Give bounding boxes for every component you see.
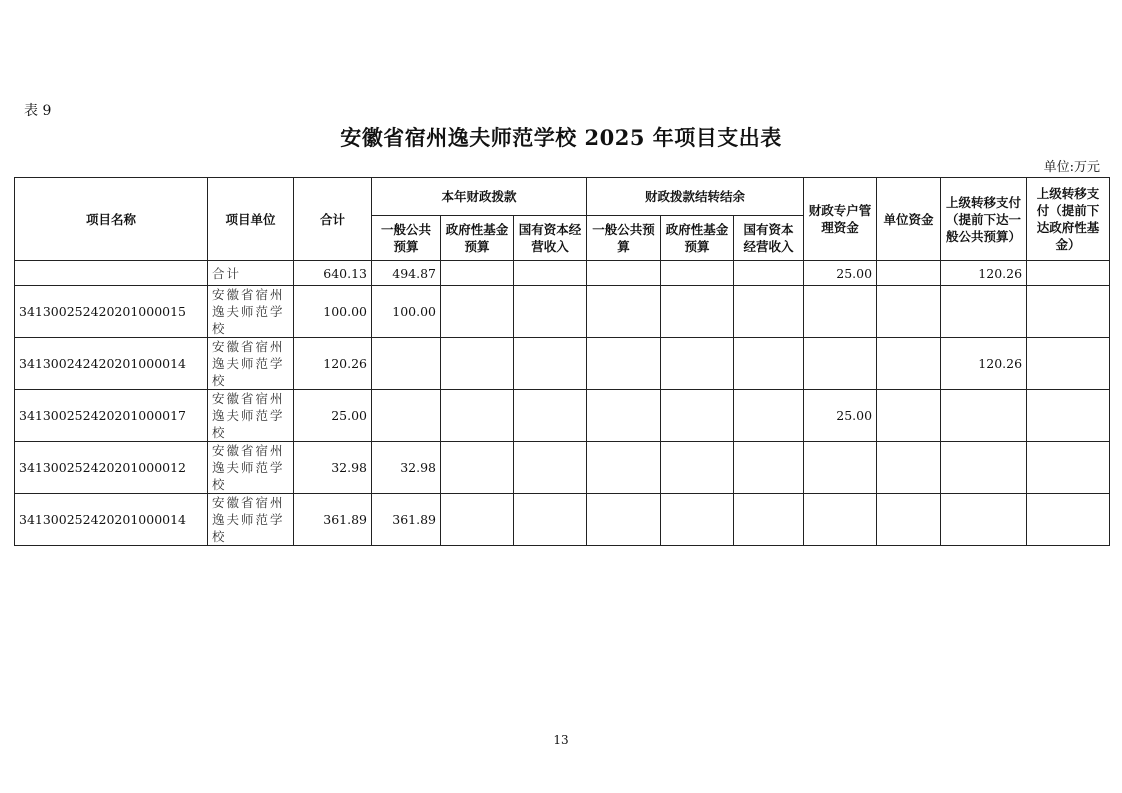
project-unit-cell: 安徽省宿州逸夫师范学校 bbox=[208, 286, 294, 338]
project-expenditure-table bbox=[14, 177, 1110, 546]
header-special-mgmt-fund: 财政专户管理资金 bbox=[804, 178, 877, 261]
table-cell bbox=[734, 338, 804, 390]
header-carryover-gov-fund-budget: 政府性基金预算 bbox=[661, 216, 734, 261]
table-cell bbox=[734, 442, 804, 494]
project-code-cell: 341300252420201000017 bbox=[15, 390, 208, 442]
table-cell bbox=[514, 442, 587, 494]
total-row-label: 合计 bbox=[208, 261, 294, 286]
table-cell bbox=[661, 338, 734, 390]
header-unit-fund: 单位资金 bbox=[877, 178, 941, 261]
current-general-cell: 100.00 bbox=[372, 286, 441, 338]
total-cell: 361.89 bbox=[294, 494, 372, 546]
table-cell bbox=[587, 390, 661, 442]
transfer-general-cell bbox=[941, 390, 1027, 442]
table-cell bbox=[587, 286, 661, 338]
header-transfer-gov-fund: 上级转移支付（提前下达政府性基金） bbox=[1027, 178, 1110, 261]
table-cell bbox=[734, 286, 804, 338]
project-code-cell: 341300252420201000014 bbox=[15, 494, 208, 546]
current-general-cell bbox=[372, 338, 441, 390]
table-row bbox=[15, 338, 1110, 390]
total-row-current-general: 494.87 bbox=[372, 261, 441, 286]
table-cell bbox=[734, 494, 804, 546]
document-title: 安徽省宿州逸夫师范学校 2025 年项目支出表 bbox=[340, 125, 782, 150]
table-cell bbox=[441, 286, 514, 338]
table-cell bbox=[514, 494, 587, 546]
header-current-gov-fund-budget: 政府性基金预算 bbox=[441, 216, 514, 261]
table-cell bbox=[877, 390, 941, 442]
table-cell bbox=[877, 494, 941, 546]
project-code-cell: 341300242420201000014 bbox=[15, 338, 208, 390]
page-number: 13 bbox=[553, 733, 569, 747]
table-cell bbox=[1027, 494, 1110, 546]
header-transfer-general: 上级转移支付（提前下达一般公共预算） bbox=[941, 178, 1027, 261]
table-cell bbox=[734, 390, 804, 442]
total-cell: 32.98 bbox=[294, 442, 372, 494]
table-cell bbox=[441, 390, 514, 442]
table-cell bbox=[587, 494, 661, 546]
table-number-label: 表 9 bbox=[24, 103, 52, 119]
special-mgmt-cell bbox=[804, 494, 877, 546]
transfer-general-cell bbox=[941, 286, 1027, 338]
project-unit-cell: 安徽省宿州逸夫师范学校 bbox=[208, 338, 294, 390]
table-cell bbox=[1027, 261, 1110, 286]
current-general-cell: 32.98 bbox=[372, 442, 441, 494]
table-cell bbox=[734, 261, 804, 286]
total-row bbox=[15, 261, 1110, 286]
table-cell bbox=[441, 494, 514, 546]
transfer-general-cell bbox=[941, 494, 1027, 546]
total-cell: 100.00 bbox=[294, 286, 372, 338]
total-cell: 25.00 bbox=[294, 390, 372, 442]
unit-label: 单位:万元 bbox=[1043, 160, 1100, 175]
transfer-general-cell: 120.26 bbox=[941, 338, 1027, 390]
project-unit-cell: 安徽省宿州逸夫师范学校 bbox=[208, 494, 294, 546]
table-cell bbox=[877, 442, 941, 494]
table-cell bbox=[441, 442, 514, 494]
table-cell bbox=[1027, 442, 1110, 494]
table-cell bbox=[1027, 338, 1110, 390]
table-cell bbox=[514, 286, 587, 338]
table-cell bbox=[877, 286, 941, 338]
special-mgmt-cell bbox=[804, 442, 877, 494]
table-row bbox=[15, 442, 1110, 494]
table-cell bbox=[661, 390, 734, 442]
total-cell: 120.26 bbox=[294, 338, 372, 390]
table-cell bbox=[514, 338, 587, 390]
table-cell bbox=[441, 338, 514, 390]
header-current-general-budget: 一般公共预算 bbox=[372, 216, 441, 261]
header-carryover-general-budget: 一般公共预算 bbox=[587, 216, 661, 261]
table-cell bbox=[1027, 286, 1110, 338]
total-row-special-mgmt: 25.00 bbox=[804, 261, 877, 286]
header-current-year-group: 本年财政拨款 bbox=[372, 178, 587, 216]
total-row-total: 640.13 bbox=[294, 261, 372, 286]
total-row-transfer-general: 120.26 bbox=[941, 261, 1027, 286]
special-mgmt-cell bbox=[804, 338, 877, 390]
project-code-cell: 341300252420201000012 bbox=[15, 442, 208, 494]
table-cell bbox=[514, 261, 587, 286]
table-cell bbox=[587, 442, 661, 494]
table-cell bbox=[877, 261, 941, 286]
header-project-name: 项目名称 bbox=[15, 178, 208, 261]
table-cell bbox=[661, 261, 734, 286]
project-unit-cell: 安徽省宿州逸夫师范学校 bbox=[208, 390, 294, 442]
transfer-general-cell bbox=[941, 442, 1027, 494]
total-row-code bbox=[15, 261, 208, 286]
table-cell bbox=[441, 261, 514, 286]
current-general-cell bbox=[372, 390, 441, 442]
special-mgmt-cell: 25.00 bbox=[804, 390, 877, 442]
table-cell bbox=[1027, 390, 1110, 442]
header-carryover-group: 财政拨款结转结余 bbox=[587, 178, 804, 216]
project-code-cell: 341300252420201000015 bbox=[15, 286, 208, 338]
table-cell bbox=[661, 442, 734, 494]
table-cell bbox=[514, 390, 587, 442]
current-general-cell: 361.89 bbox=[372, 494, 441, 546]
table-cell bbox=[661, 494, 734, 546]
table-row bbox=[15, 390, 1110, 442]
header-carryover-state-capital: 国有资本经营收入 bbox=[734, 216, 804, 261]
table-cell bbox=[661, 286, 734, 338]
table-cell bbox=[587, 338, 661, 390]
header-project-unit: 项目单位 bbox=[208, 178, 294, 261]
header-current-state-capital: 国有资本经营收入 bbox=[514, 216, 587, 261]
table-row bbox=[15, 494, 1110, 546]
header-row-1 bbox=[15, 178, 1110, 216]
table-cell bbox=[877, 338, 941, 390]
table-cell bbox=[587, 261, 661, 286]
special-mgmt-cell bbox=[804, 286, 877, 338]
project-unit-cell: 安徽省宿州逸夫师范学校 bbox=[208, 442, 294, 494]
header-total: 合计 bbox=[294, 178, 372, 261]
table-row bbox=[15, 286, 1110, 338]
